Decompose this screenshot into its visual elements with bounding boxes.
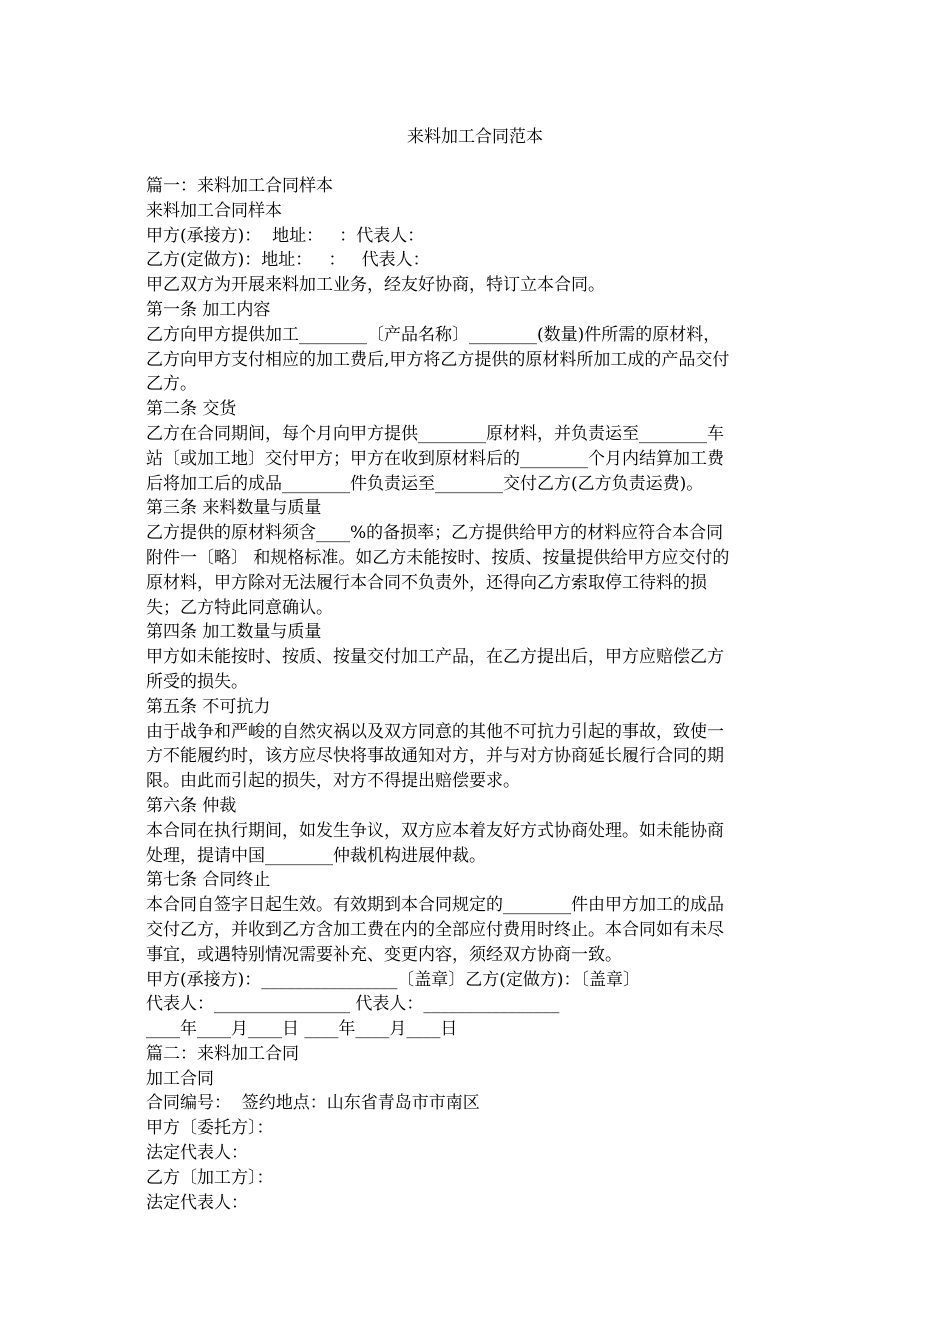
text-line: 甲方(承接方)： 地址： ：代表人： [146, 225, 425, 246]
text-line: 第四条 加工数量与质量 [146, 622, 322, 643]
text-line: 合同编号： 签约地点：山东省青岛市市南区 [146, 1093, 480, 1114]
text-line: 甲乙双方为开展来料加工业务，经友好协商，特订立本合同。 [146, 275, 605, 296]
text-line: 本合同在执行期间，如发生争议，双方应本着友好方式协商处理。如未能协商 [146, 820, 724, 841]
text-line: 限。由此而引起的损失，对方不得提出赔偿要求。 [146, 771, 520, 792]
text-line: 乙方向甲方提供加工________〔产品名称〕________(数量)件所需的原材料， [146, 324, 721, 345]
text-line: 乙方(定做方)：地址： ： 代表人： [146, 250, 430, 271]
text-line: 篇一：来料加工合同样本 [146, 176, 333, 196]
text-line: 乙方。 [146, 374, 197, 395]
text-line: 所受的损失。 [146, 671, 248, 692]
text-line: 处理，提请中国________仲裁机构进展仲裁。 [146, 845, 486, 866]
text-line: 本合同自签字日起生效。有效期到本合同规定的________件由甲方加工的成品 [146, 895, 724, 916]
text-line: 乙方在合同期间，每个月向甲方提供________原材料，并负责运至________车 [146, 423, 724, 444]
text-line: 失；乙方特此同意确认。 [146, 597, 333, 618]
text-line: 附件一〔略〕 和规格标准。如乙方未能按时、按质、按量提供给甲方应交付的 [146, 547, 730, 568]
text-line: 加工合同 [146, 1068, 214, 1089]
document-title: 来料加工合同范本 [407, 127, 543, 147]
text-line: 篇二：来料加工合同 [146, 1043, 299, 1064]
text-line: 来料加工合同样本 [146, 200, 282, 221]
text-line: 法定代表人： [146, 1192, 248, 1213]
text-line: 法定代表人： [146, 1143, 248, 1164]
text-line: 乙方〔加工方〕： [146, 1167, 274, 1188]
text-line: 站〔或加工地〕交付甲方；甲方在收到原材料后的________个月内结算加工费 [146, 448, 724, 469]
text-line: 甲方如未能按时、按质、按量交付加工产品，在乙方提出后，甲方应赔偿乙方 [146, 647, 724, 668]
document-body [146, 174, 808, 1215]
text-line: 第七条 合同终止 [146, 870, 271, 891]
text-line: 乙方向甲方支付相应的加工费后,甲方将乙方提供的原材料所加工成的产品交付 [146, 349, 730, 370]
text-line: 事宜，或遇特别情况需要补充、变更内容，须经双方协商一致。 [146, 944, 622, 965]
text-line: 交付乙方，并收到乙方含加工费在内的全部应付费用时终止。本合同如有未尽 [146, 919, 724, 940]
text-line: 第二条 交货 [146, 399, 237, 420]
text-line: 乙方提供的原材料须含____%的备损率；乙方提供给甲方的材料应符合本合同 [146, 523, 724, 544]
text-line: 甲方(承接方)：________________〔盖章〕乙方(定做方)：〔盖章〕 [146, 969, 641, 990]
text-line: ____年____月____日 ____年____月____日 [146, 1019, 458, 1040]
text-line: 原材料，甲方除对无法履行本合同不负责外，还得向乙方索取停工待料的损 [146, 572, 707, 593]
text-line: 第五条 不可抗力 [146, 696, 271, 717]
text-line: 第一条 加工内容 [146, 299, 271, 320]
text-line: 甲方〔委托方〕： [146, 1118, 274, 1139]
text-line: 方不能履约时，该方应尽快将事故通知对方，并与对方协商延长履行合同的期 [146, 746, 724, 767]
text-line: 由于战争和严峻的自然灾祸以及双方同意的其他不可抗力引起的事故，致使一 [146, 721, 724, 742]
text-line: 第三条 来料数量与质量 [146, 498, 322, 519]
text-line: 后将加工后的成品________件负责运至________交付乙方(乙方负责运费)。 [146, 473, 704, 494]
text-line: 第六条 仲裁 [146, 795, 237, 816]
text-line: 代表人：________________ 代表人：________________ [146, 994, 560, 1015]
